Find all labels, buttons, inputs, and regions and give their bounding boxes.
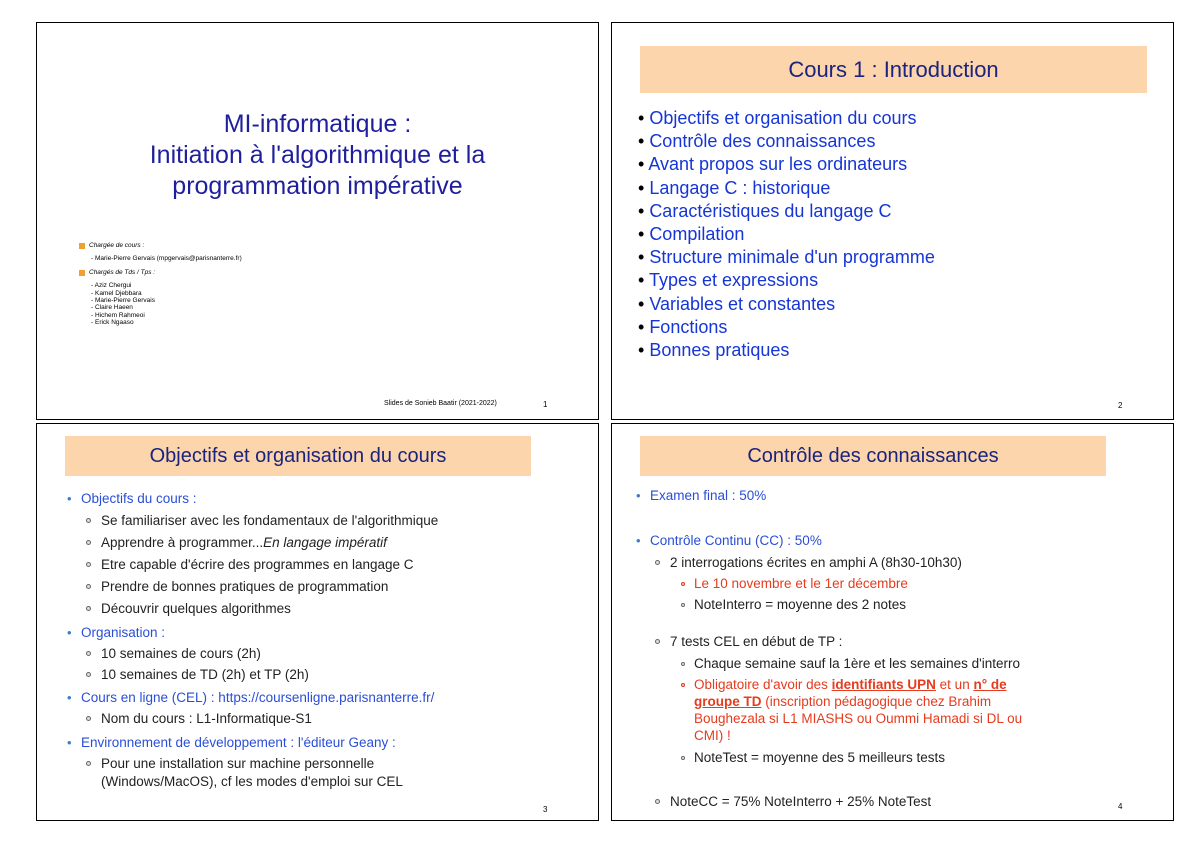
agenda-list	[638, 107, 935, 362]
objectives-label: • Objectifs du cours :	[81, 491, 197, 506]
obligation-upn: identifiants UPN	[831, 677, 936, 692]
charge-cours-heading	[79, 242, 242, 249]
square-bullet-icon	[79, 270, 85, 276]
cel-label: • Cours en ligne (CEL) : https://coursenligne.parisnanterre.fr/	[81, 690, 434, 705]
agenda-item: • Objectifs et organisation du cours	[638, 107, 935, 130]
cel-item: Nom du cours : L1-Informatique-S1	[101, 711, 312, 726]
title-line-1: MI-informatique :	[223, 110, 412, 138]
slide-1-title	[37, 109, 598, 202]
organisation-item: 10 semaines de TD (2h) et TP (2h)	[101, 667, 309, 682]
charges-tds-label: Chargés de Tds / Tps :	[89, 268, 156, 276]
title-line-2: Initiation à l'algorithmique et la	[149, 141, 486, 169]
slide-1-footer: Slides de Sonieb Baatir (2021-2022)	[384, 400, 497, 407]
obligation-line-4: CMI) !	[694, 728, 731, 743]
charges-tds-heading	[79, 269, 242, 276]
tds-name: - Marie-Pierre Gervais	[91, 297, 242, 304]
slide-2-title: Cours 1 : Introduction	[640, 46, 1147, 93]
interro-item: 2 interrogations écrites en amphi A (8h30-10h30)	[670, 555, 962, 570]
agenda-item: • Caractéristiques du langage C	[638, 200, 935, 223]
tds-name: - Erick Ngaaso	[91, 319, 242, 326]
interro-dates: Le 10 novembre et le 1er décembre	[694, 576, 908, 591]
slide-4	[611, 423, 1174, 821]
page-number: 4	[1118, 802, 1123, 811]
agenda-item: • Contrôle des connaissances	[638, 130, 935, 153]
obligation-line-2	[694, 694, 991, 709]
objective-item: Découvrir quelques algorithmes	[101, 601, 291, 616]
slide-1	[36, 22, 599, 420]
page-number: 1	[543, 400, 548, 409]
agenda-item: • Avant propos sur les ordinateurs	[638, 153, 935, 176]
obligation-group: n° de	[973, 677, 1007, 692]
tds-name: - Hichem Rahmeoi	[91, 312, 242, 319]
obligation-line-3: Boughezala si L1 MIASHS ou Oummi Hamadi si DL ou	[694, 711, 1023, 726]
obligation-group-td: groupe TD	[694, 694, 762, 709]
staff-info	[79, 242, 242, 327]
obligation-line-1	[694, 677, 1007, 692]
environment-item-continued: (Windows/MacOS), cf les modes d'emploi sur CEL	[101, 774, 403, 789]
organisation-item: 10 semaines de cours (2h)	[101, 646, 261, 661]
note-cc: NoteCC = 75% NoteInterro + 25% NoteTest	[670, 794, 932, 809]
slide-3	[36, 423, 599, 821]
slide-3-title: Objectifs et organisation du cours	[65, 436, 531, 476]
tds-name: - Claire Haeen	[91, 304, 242, 311]
agenda-item: • Fonctions	[638, 316, 935, 339]
agenda-item: • Compilation	[638, 223, 935, 246]
agenda-item: • Types et expressions	[638, 269, 935, 292]
objective-item	[101, 535, 387, 550]
page-number: 3	[543, 805, 548, 814]
tests-item: 7 tests CEL en début de TP :	[670, 634, 843, 649]
square-bullet-icon	[79, 243, 85, 249]
agenda-item: • Bonnes pratiques	[638, 339, 935, 362]
slide-4-title: Contrôle des connaissances	[640, 436, 1106, 476]
obligation-text: (inscription pédagogique chez Brahim	[761, 694, 992, 709]
agenda-item: • Structure minimale d'un programme	[638, 246, 935, 269]
objective-item: Etre capable d'écrire des programmes en langage C	[101, 557, 414, 572]
page-number: 2	[1118, 401, 1123, 410]
tds-name: - Aziz Chergui	[91, 282, 242, 289]
charge-cours-name: - Marie-Pierre Gervais (mpgervais@parisnanterre.fr)	[91, 255, 242, 262]
objective-item: Se familiariser avec les fondamentaux de l'algorithmique	[101, 513, 439, 528]
environment-item: Pour une installation sur machine personnelle	[101, 756, 375, 771]
exam-final: • Examen final : 50%	[650, 488, 766, 503]
tests-when: Chaque semaine sauf la 1ère et les semaines d'interro	[694, 656, 1021, 671]
agenda-item: • Langage C : historique	[638, 177, 935, 200]
title-line-3: programmation impérative	[172, 172, 463, 200]
organisation-label: • Organisation :	[81, 625, 165, 640]
note-interro: NoteInterro = moyenne des 2 notes	[694, 597, 907, 612]
slide-2	[611, 22, 1174, 420]
objective-item: Prendre de bonnes pratiques de programmation	[101, 579, 389, 594]
note-test: NoteTest = moyenne des 5 meilleurs tests	[694, 750, 945, 765]
agenda-item: • Variables et constantes	[638, 293, 935, 316]
charge-cours-label: Chargée de cours :	[89, 242, 145, 249]
charge-cours-list	[91, 255, 242, 262]
tds-names-list	[91, 282, 242, 326]
objective-item-text: Apprendre à programmer...	[101, 535, 264, 550]
tds-name: - Kamel Djebbara	[91, 290, 242, 297]
objective-item-italic: En langage impératif	[263, 535, 387, 550]
environment-label: • Environnement de développement : l'éditeur Geany :	[81, 735, 396, 750]
controle-continu: • Contrôle Continu (CC) : 50%	[650, 533, 822, 548]
obligation-text: Obligatoire d'avoir des	[694, 677, 832, 692]
obligation-text: et un	[935, 677, 974, 692]
